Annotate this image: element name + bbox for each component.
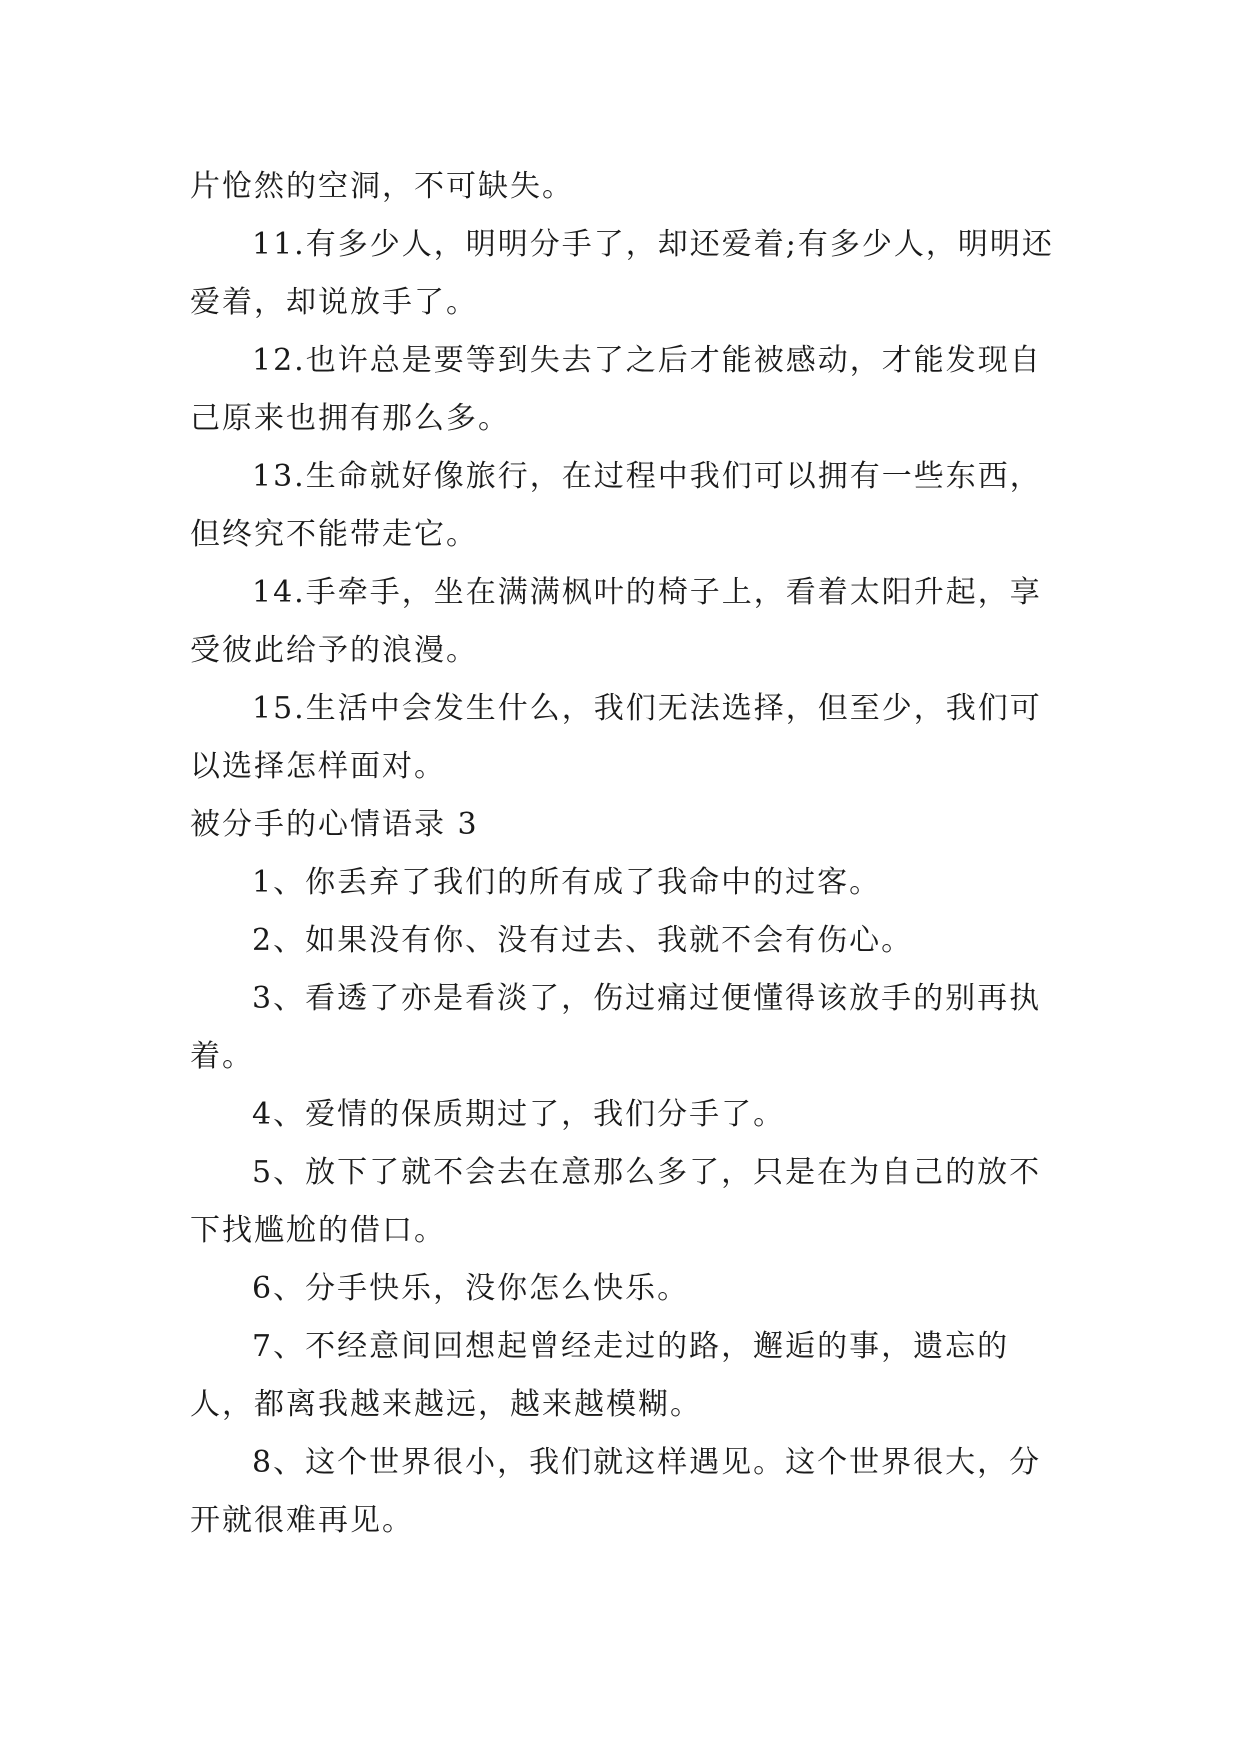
list-item: 1、你丢弃了我们的所有成了我命中的过客。 — [252, 865, 882, 900]
list-item: 13.生命就好像旅行，在过程中我们可以拥有一些东西，但终究不能带走它。 — [190, 459, 1042, 552]
paragraph-continuation: 片怆然的空洞，不可缺失。 — [190, 169, 574, 204]
list-item: 3、看透了亦是看淡了，伤过痛过便懂得该放手的别再执着。 — [190, 981, 1042, 1074]
document-page — [190, 158, 1060, 1550]
section-title: 被分手的心情语录 3 — [190, 807, 479, 842]
list-item: 8、这个世界很小，我们就这样遇见。这个世界很大，分开就很难再见。 — [190, 1445, 1042, 1538]
list-item: 2、如果没有你、没有过去、我就不会有伤心。 — [252, 923, 914, 958]
list-item: 12.也许总是要等到失去了之后才能被感动，才能发现自己原来也拥有那么多。 — [190, 343, 1042, 436]
list-item: 15.生活中会发生什么，我们无法选择，但至少，我们可以选择怎样面对。 — [190, 691, 1042, 784]
list-item: 7、不经意间回想起曾经走过的路，邂逅的事，遗忘的人，都离我越来越远，越来越模糊。 — [190, 1329, 1010, 1422]
list-item: 14.手牵手，坐在满满枫叶的椅子上，看着太阳升起，享受彼此给予的浪漫。 — [190, 575, 1042, 668]
list-item: 11.有多少人，明明分手了，却还爱着;有多少人，明明还爱着，却说放手了。 — [190, 227, 1054, 320]
list-item: 4、爱情的保质期过了，我们分手了。 — [252, 1097, 786, 1132]
list-item: 5、放下了就不会去在意那么多了，只是在为自己的放不下找尴尬的借口。 — [190, 1155, 1042, 1248]
list-item: 6、分手快乐，没你怎么快乐。 — [252, 1271, 690, 1306]
